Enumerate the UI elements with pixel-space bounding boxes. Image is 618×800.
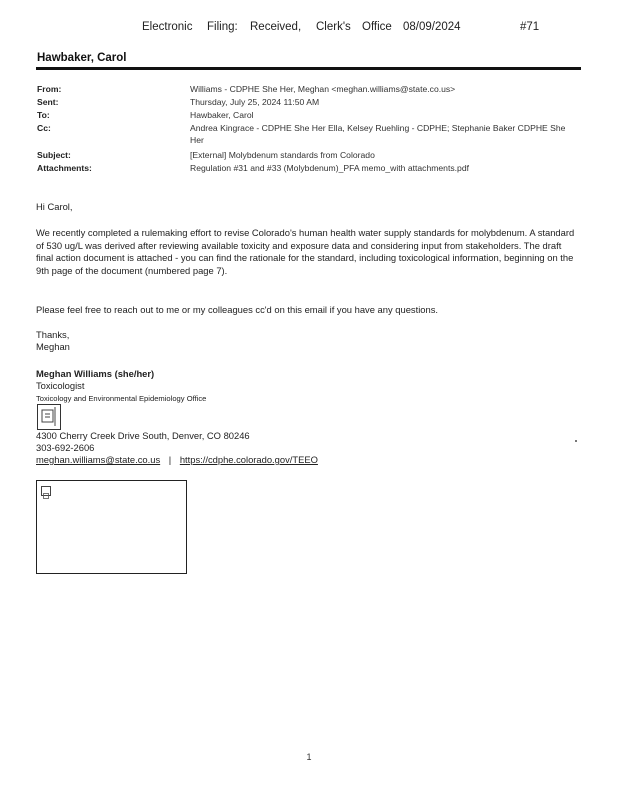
from-label: From:: [37, 84, 62, 94]
sent-label: Sent:: [37, 97, 59, 107]
greeting: Hi Carol,: [36, 201, 73, 212]
closing-name: Meghan: [36, 341, 70, 352]
stamp-received: Received,: [250, 21, 302, 33]
filing-stamp: [0, 21, 618, 37]
page-number: 1: [306, 752, 312, 762]
cc-label: Cc:: [37, 123, 51, 133]
from-value: Williams - CDPHE She Her, Meghan <meghan.williams@state.co.us>: [190, 84, 456, 94]
broken-image-icon: [41, 486, 51, 496]
signature-contact-line: [36, 454, 581, 467]
attachments-label: Attachments:: [37, 163, 92, 173]
to-value: Hawbaker, Carol: [190, 110, 254, 120]
heading-divider: [36, 67, 581, 70]
stamp-filing: Filing:: [207, 21, 238, 33]
stamp-electronic: Electronic: [142, 21, 193, 33]
signature-email-link[interactable]: meghan.williams@state.co.us: [36, 454, 161, 465]
signature-name: Meghan Williams (she/her): [36, 368, 155, 379]
closing: Thanks,: [36, 329, 70, 340]
to-label: To:: [37, 110, 50, 120]
attachments-value[interactable]: Regulation #31 and #33 (Molybdenum)_PFA memo_with attachments.pdf: [190, 163, 469, 173]
sent-value: Thursday, July 25, 2024 11:50 AM: [190, 97, 320, 107]
body-paragraph-1: We recently completed a rulemaking effort to revise Colorado's human health water supply standards for molybdenum. A standard of 530 ug/L was derived after reviewing available toxicity and exposure data and considering input from stakeholders. The draft final action document is attached - you can find the rationale for the standard, including toxicological information, beginning on the 9th page of the document (numbered page 7).: [36, 227, 575, 276]
signature-separator: |: [168, 454, 172, 465]
cc-value: Andrea Kingrace - CDPHE She Her Ella, Kelsey Ruehling - CDPHE; Stephanie Baker CDPHE She Her: [190, 123, 566, 145]
subject-value: [External] Molybdenum standards from Colorado: [190, 150, 375, 160]
signature-title: Toxicologist: [36, 380, 85, 391]
signature-website-link[interactable]: https://cdphe.colorado.gov/TEEO: [179, 454, 318, 465]
signature-address: 4300 Cherry Creek Drive South, Denver, CO 80246: [36, 430, 250, 441]
subject-label: Subject:: [37, 150, 71, 160]
signature-department: Toxicology and Environmental Epidemiology Office: [36, 394, 207, 403]
signature-phone: 303-692-2606: [36, 442, 95, 453]
stamp-number: #71: [520, 21, 540, 33]
embedded-image-frame: [36, 480, 187, 574]
body-paragraph-2: Please feel free to reach out to me or my colleagues cc'd on this email if you have any questions.: [36, 304, 439, 315]
stamp-clerks: Clerk's: [316, 21, 351, 33]
stamp-office: Office: [362, 21, 392, 33]
sender-heading: Hawbaker, Carol: [37, 52, 127, 64]
signature-logo-icon: [37, 404, 61, 430]
stamp-date: 08/09/2024: [403, 21, 461, 33]
stray-mark: [575, 440, 577, 442]
